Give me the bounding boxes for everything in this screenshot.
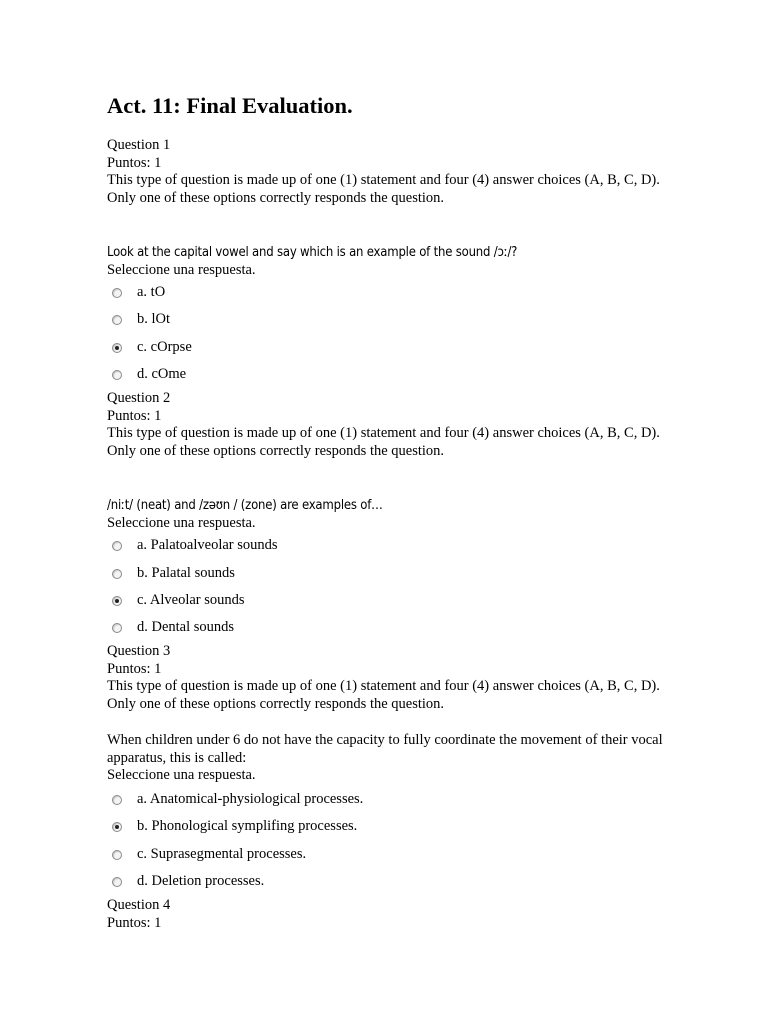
answer-label: d. cOme [137,366,187,383]
answer-option[interactable] [112,619,234,637]
answer-label: a. tO [137,284,166,301]
question-points: Puntos: 1 [107,660,162,677]
page-title: Act. 11: Final Evaluation. [107,93,353,118]
answer-label: b. lOt [137,311,171,328]
radio-button-icon[interactable] [112,877,122,887]
answer-option[interactable] [112,592,245,610]
question-prompt: /niːt/ (neat) and /zəʊn / (zone) are examples of… [107,498,383,513]
question-3 [107,643,667,713]
question-label: Question 1 [107,137,171,153]
answer-option[interactable] [112,873,264,891]
question-points: Puntos: 1 [107,914,162,931]
answer-option[interactable] [112,818,357,836]
question-instruction: Seleccione una respuesta. [107,767,256,783]
answer-label: a. Palatoalveolar sounds [137,537,278,554]
answer-label: a. Anatomical-physiological processes. [137,791,364,808]
answer-label: c. Suprasegmental processes. [137,846,307,863]
radio-button-icon[interactable] [112,370,122,380]
radio-button-checked-icon[interactable] [112,822,122,832]
answer-option[interactable] [112,339,192,357]
question-instruction: Seleccione una respuesta. [107,261,256,278]
answer-option[interactable] [112,565,235,583]
answer-label: d. Dental sounds [137,619,235,636]
answer-option[interactable] [112,311,170,329]
radio-button-icon[interactable] [112,850,122,860]
radio-button-icon[interactable] [112,569,122,579]
question-3-body [107,732,667,785]
question-1-body [107,244,667,279]
radio-button-icon[interactable] [112,623,122,633]
question-prompt: Look at the capital vowel and say which is an example of the sound /ɔː/? [107,245,518,260]
question-points: Puntos: 1 [107,154,162,171]
question-1 [107,137,667,207]
question-prompt: When children under 6 do not have the capacity to fully coordinate the movement of their vocal apparatus, this is called: [107,732,663,766]
question-label: Question 4 [107,897,171,913]
answer-label: b. Palatal sounds [137,565,235,582]
radio-button-icon[interactable] [112,315,122,325]
answer-option[interactable] [112,846,306,864]
question-label: Question 2 [107,390,171,406]
question-points: Puntos: 1 [107,407,162,424]
question-description: This type of question is made up of one (1) statement and four (4) answer choices (A, B, C, D). Only one of these options correctly responds the question. [107,425,660,459]
answer-option[interactable] [112,284,165,302]
radio-button-checked-icon[interactable] [112,343,122,353]
radio-button-icon[interactable] [112,288,122,298]
question-2-body [107,497,667,532]
answer-label: d. Deletion processes. [137,873,265,890]
answer-label: c. cOrpse [137,339,192,356]
radio-button-icon[interactable] [112,795,122,805]
question-2 [107,390,667,460]
question-4 [107,897,667,932]
question-instruction: Seleccione una respuesta. [107,514,256,531]
radio-button-icon[interactable] [112,541,122,551]
answer-option[interactable] [112,537,278,555]
answer-option[interactable] [112,791,363,809]
radio-button-checked-icon[interactable] [112,596,122,606]
answer-label: c. Alveolar sounds [137,592,245,609]
answer-option[interactable] [112,366,186,384]
question-description: This type of question is made up of one (1) statement and four (4) answer choices (A, B, C, D). Only one of these options correctly responds the question. [107,678,660,712]
question-description: This type of question is made up of one (1) statement and four (4) answer choices (A, B, C, D). Only one of these options correctly responds the question. [107,172,660,206]
question-label: Question 3 [107,643,171,659]
answer-label: b. Phonological symplifing processes. [137,818,358,835]
